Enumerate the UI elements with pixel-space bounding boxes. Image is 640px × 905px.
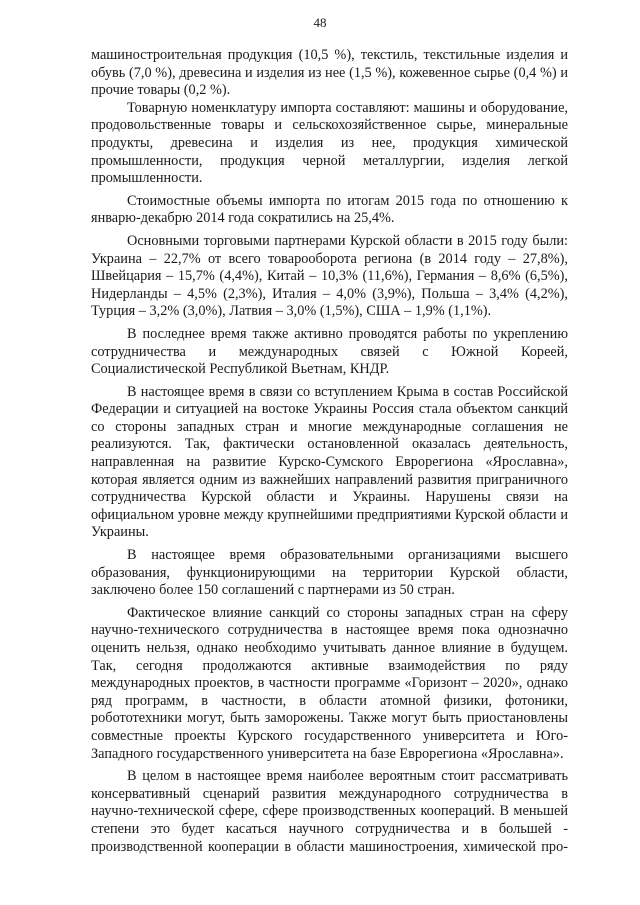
paragraph-trade-partners: Основными торговыми партнерами Курской области в 2015 году были: Украина – 22,7% от всего товарооборота региона (в 2014 году – 27,8%), Швейцария – 15,7% (4,4%), Китай – 10,3% (11,6%), Германия – 8,6% (6,5%), Нидерланды – 4,5% (2,3%), Италия – 4,0% (3,9%), Польша – 3,4% (4,2%), Турция – 3,2% (3,0%), Латвия – 3,0% (1,5%), США – 1,9% (1,1%). (91, 232, 568, 320)
paragraph-import-nomenclature: Товарную номенклатуру импорта составляют: машины и оборудование, продовольственные товары и сельскохозяйственное сырье, минеральные продукты, древесина и изделия из нее, продукция химической промышленности, продукция черной металлургии, изделия легкой промышленности. (91, 99, 568, 187)
paragraph-sanctions-science: Фактическое влияние санкций со стороны западных стран на сферу научно-технического сотрудничества в настоящее время пока однозначно оценить нельзя, однако необходимо учитывать данное влияние в будущем. Так, сегодня продолжаются активные взаимодействия по ряду международных проектов, в частности программе «Горизонт – 2020», однако ряд программ, в частности, в области атомной физики, фотоники, робототехники могут, быть заморожены. Также могут быть приостановлены совместные проекты Курского государственного университета и Юго-Западного государственного университета на базе Еврорегиона «Ярославна». (91, 604, 568, 762)
paragraph-universities-agreements: В настоящее время образовательными организациями высшего образования, функционирующими на территории Курской области, заключено более 150 соглашений с партнерами из 50 стран. (91, 547, 568, 599)
paragraph-conservative-scenario: В целом в настоящее время наиболее вероятным стоит рассматривать консервативный сценарий развития международного сотрудничества в научно-технической сфере, сфере производственных коопераций. В меньшей степени это будет касаться научного сотрудничества и в большей - производственной кооперации в области машиностроения, химической про- (91, 768, 568, 855)
paragraph-sanctions-ukraine: В настоящее время в связи со вступлением Крыма в состав Российской Федерации и ситуацией на востоке Украины Россия стала объектом санкций со стороны западных стран и многие международные соглашения не реализуются. Так, фактически остановленной оказалась деятельность, направленная на развитие Курско-Сумского Еврорегиона «Ярославна», которая является одним из важнейших направлений развития приграничного сотрудничества Курской области и Украины. Нарушены связи на официальном уровне между крупнейшими предприятиями Курской области и Украины. (91, 383, 568, 541)
body-text (91, 47, 568, 856)
paragraph-asia-cooperation: В последнее время также активно проводятся работы по укреплению сотрудничества и международных связей с Южной Кореей, Социалистической Республикой Вьетнам, КНДР. (91, 325, 568, 378)
paragraph-export-structure-continued: машиностроительная продукция (10,5 %), текстиль, текстильные изделия и обувь (7,0 %), древесина и изделия из нее (1,5 %), кожевенное сырье (0,4 %) и прочие товары (0,2 %). (91, 47, 568, 99)
page-number: 48 (313, 15, 327, 30)
paragraph-import-volume: Стоимостные объемы импорта по итогам 2015 года по отношению к январю-декабрю 2014 года сократились на 25,4%. (91, 192, 568, 227)
